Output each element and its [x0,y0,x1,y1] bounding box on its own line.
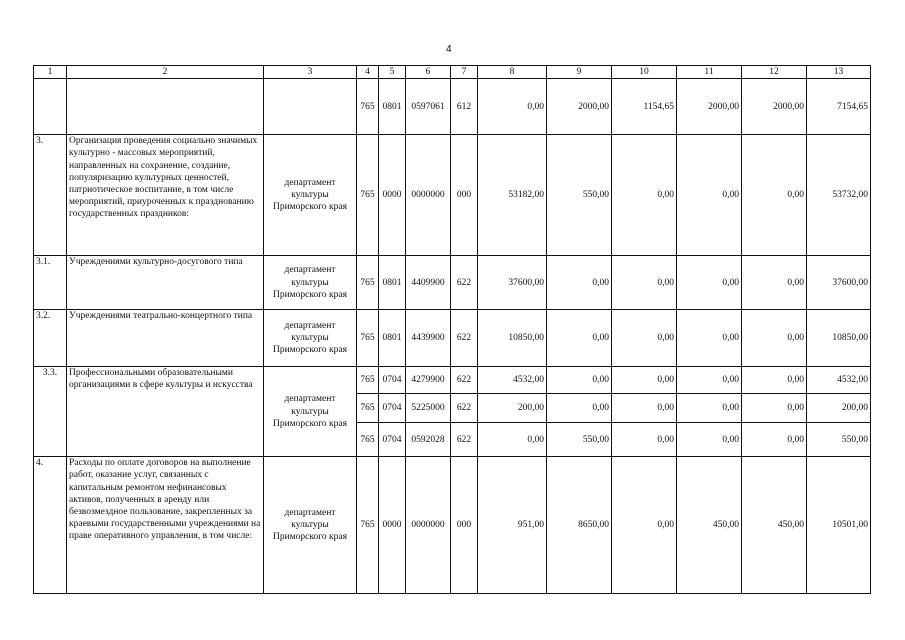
value-cell: 37600,00 [807,256,871,310]
row-name: Учреждениями культурно-досугового типа [67,256,264,310]
value-cell: 2000,00 [742,79,807,135]
value-cell: 0,00 [677,135,742,256]
value-cell: 1154,65 [612,79,677,135]
table-row [34,457,871,594]
value-cell: 10501,00 [807,457,871,594]
header-cell: 3 [264,66,357,79]
row-number: 3.1. [34,256,67,310]
row-number: 3.3. [34,367,67,457]
value-cell: 450,00 [677,457,742,594]
value-cell: 0,00 [742,256,807,310]
code-cell: 765 [357,423,379,457]
value-cell: 0,00 [547,367,612,394]
value-cell: 0,00 [478,423,547,457]
value-cell: 0,00 [612,423,677,457]
value-cell: 0,00 [547,394,612,423]
value-cell: 0,00 [677,256,742,310]
value-cell: 2000,00 [547,79,612,135]
code-cell: 0801 [379,79,406,135]
code-cell: 0801 [379,256,406,310]
value-cell: 0,00 [612,394,677,423]
value-cell: 10850,00 [478,310,547,367]
code-cell: 4279900 [406,367,451,394]
header-cell: 5 [379,66,406,79]
row-number: 3.2. [34,310,67,367]
table-row [34,135,871,256]
row-executor: департамент культуры Приморского края [264,256,357,310]
code-cell: 000 [451,135,478,256]
value-cell: 53732,00 [807,135,871,256]
code-cell: 0000000 [406,457,451,594]
code-cell: 765 [357,394,379,423]
value-cell: 550,00 [807,423,871,457]
row-name: Расходы по оплате договоров на выполнение работ, оказание услуг, связанных с капитальным ремонтом нефинансовых активов, полученных в аренду или безвозмездное пользование, закрепленных за краевыми государственными учреждениями на праве оперативного управления, в том числе: [67,457,264,594]
header-cell: 2 [67,66,264,79]
code-cell: 622 [451,256,478,310]
value-cell: 53182,00 [478,135,547,256]
code-cell: 4409900 [406,256,451,310]
value-cell: 0,00 [742,367,807,394]
value-cell: 4532,00 [478,367,547,394]
value-cell: 0,00 [677,423,742,457]
code-cell: 000 [451,457,478,594]
row-name: Профессиональными образовательными организациями в сфере культуры и искусства [67,367,264,457]
row-executor: департамент культуры Приморского края [264,367,357,457]
value-cell: 2000,00 [677,79,742,135]
table-row [34,256,871,310]
row-executor: департамент культуры Приморского края [264,457,357,594]
value-cell: 0,00 [478,79,547,135]
value-cell: 0,00 [742,394,807,423]
code-cell: 622 [451,394,478,423]
row-number [34,79,67,135]
value-cell: 0,00 [547,310,612,367]
header-cell: 10 [612,66,677,79]
code-cell: 5225000 [406,394,451,423]
code-cell: 0592028 [406,423,451,457]
row-name [67,79,264,135]
budget-table [33,65,871,594]
row-name: Учреждениями театрально-концертного типа [67,310,264,367]
header-cell: 9 [547,66,612,79]
row-number: 3. [34,135,67,256]
page-number: 4 [446,44,452,55]
value-cell: 200,00 [807,394,871,423]
value-cell: 0,00 [742,135,807,256]
row-executor: департамент культуры Приморского края [264,310,357,367]
code-cell: 622 [451,367,478,394]
value-cell: 550,00 [547,423,612,457]
value-cell: 0,00 [742,310,807,367]
header-cell: 8 [478,66,547,79]
value-cell: 10850,00 [807,310,871,367]
value-cell: 200,00 [478,394,547,423]
code-cell: 765 [357,79,379,135]
header-row [34,66,871,79]
code-cell: 765 [357,310,379,367]
value-cell: 0,00 [677,310,742,367]
table-row [34,367,871,394]
code-cell: 622 [451,310,478,367]
value-cell: 0,00 [612,256,677,310]
code-cell: 0704 [379,394,406,423]
value-cell: 37600,00 [478,256,547,310]
code-cell: 765 [357,367,379,394]
header-cell: 12 [742,66,807,79]
value-cell: 0,00 [677,367,742,394]
value-cell: 0,00 [612,310,677,367]
code-cell: 622 [451,423,478,457]
code-cell: 0704 [379,423,406,457]
value-cell: 0,00 [612,135,677,256]
table-row [34,310,871,367]
row-number: 4. [34,457,67,594]
code-cell: 765 [357,256,379,310]
value-cell: 0,00 [547,256,612,310]
header-cell: 1 [34,66,67,79]
code-cell: 0000 [379,135,406,256]
code-cell: 0000000 [406,135,451,256]
value-cell: 4532,00 [807,367,871,394]
row-executor [264,79,357,135]
header-cell: 13 [807,66,871,79]
header-cell: 6 [406,66,451,79]
value-cell: 0,00 [612,367,677,394]
value-cell: 0,00 [612,457,677,594]
code-cell: 612 [451,79,478,135]
code-cell: 765 [357,135,379,256]
row-executor: департамент культуры Приморского края [264,135,357,256]
value-cell: 450,00 [742,457,807,594]
code-cell: 0801 [379,310,406,367]
header-cell: 7 [451,66,478,79]
table-row [34,79,871,135]
code-cell: 0704 [379,367,406,394]
value-cell: 0,00 [677,394,742,423]
code-cell: 765 [357,457,379,594]
code-cell: 0000 [379,457,406,594]
value-cell: 550,00 [547,135,612,256]
code-cell: 0597061 [406,79,451,135]
code-cell: 4439900 [406,310,451,367]
header-cell: 4 [357,66,379,79]
value-cell: 951,00 [478,457,547,594]
value-cell: 8650,00 [547,457,612,594]
row-name: Организация проведения социально значимых культурно - массовых мероприятий, направленных на сохранение, создание, популяризацию культурных ценностей, патриотическое воспитание, в том числе мероприятий, приуроченных к празднованию государственных праздников: [67,135,264,256]
value-cell: 7154,65 [807,79,871,135]
value-cell: 0,00 [742,423,807,457]
header-cell: 11 [677,66,742,79]
